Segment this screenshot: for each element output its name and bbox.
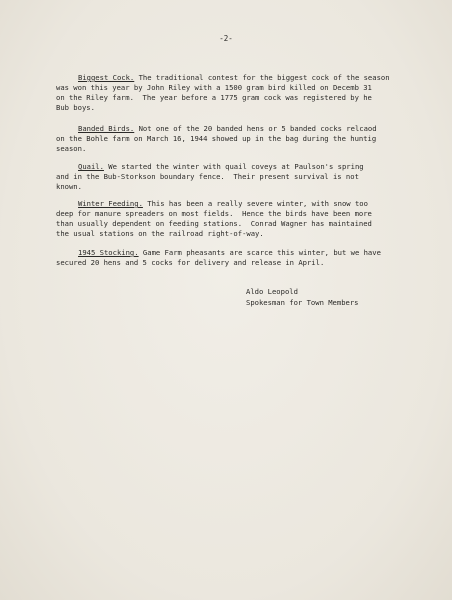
paragraph-heading: Quail. xyxy=(78,162,104,171)
paragraph-line: We started the winter with quail coveys at Paulson's spring xyxy=(103,162,364,171)
paragraph-line: than usually dependent on feeding stations. Conrad Wagner has maintained xyxy=(56,219,372,228)
signature-block xyxy=(246,287,359,308)
paragraph-line: was won this year by John Riley with a 1500 gram bird killed on Decemb 31 xyxy=(56,83,372,92)
paragraph-line: known. xyxy=(56,182,82,191)
paragraph-banded-birds xyxy=(56,124,428,154)
paragraph-quail xyxy=(56,162,428,192)
paragraph-heading: Winter Feeding. xyxy=(78,199,143,208)
paragraph-line: deep for manure spreaders on most fields. Hence the birds have been more xyxy=(56,209,372,218)
paragraph-heading: Banded Birds. xyxy=(78,124,135,133)
signature-title: Spokesman for Town Members xyxy=(246,297,359,307)
paragraph-line: on the Riley farm. The year before a 1775 gram cock was registered by he xyxy=(56,93,372,102)
paragraph-biggest-cock xyxy=(56,73,428,113)
paragraph-line: the usual stations on the railroad right-of-way. xyxy=(56,229,264,238)
paragraph-line: and in the Bub-Storkson boundary fence. Their present survival is not xyxy=(56,172,359,181)
paragraph-heading: 1945 Stocking. xyxy=(78,248,139,257)
paragraph-heading: Biggest Cock. xyxy=(78,73,135,82)
paragraph-line: on the Bohle farm on March 16, 1944 showed up in the bag during the huntig xyxy=(56,134,377,143)
paragraph-stocking xyxy=(56,248,428,268)
paragraph-line: The traditional contest for the biggest cock of the season xyxy=(134,73,390,82)
paragraph-winter-feeding xyxy=(56,199,428,239)
paragraph-line: season. xyxy=(56,144,87,153)
paragraph-line: secured 20 hens and 5 cocks for delivery and release in April. xyxy=(56,258,325,267)
page-number: -2- xyxy=(219,34,233,43)
paragraph-line: Not one of the 20 banded hens or 5 banded cocks relcaod xyxy=(134,124,377,133)
signature-name: Aldo Leopold xyxy=(246,287,298,296)
paragraph-line: This has been a really severe winter, with snow too xyxy=(142,199,368,208)
paragraph-line: Game Farm pheasants are scarce this winter, but we have xyxy=(138,248,381,257)
paragraph-line: Bub boys. xyxy=(56,103,95,112)
